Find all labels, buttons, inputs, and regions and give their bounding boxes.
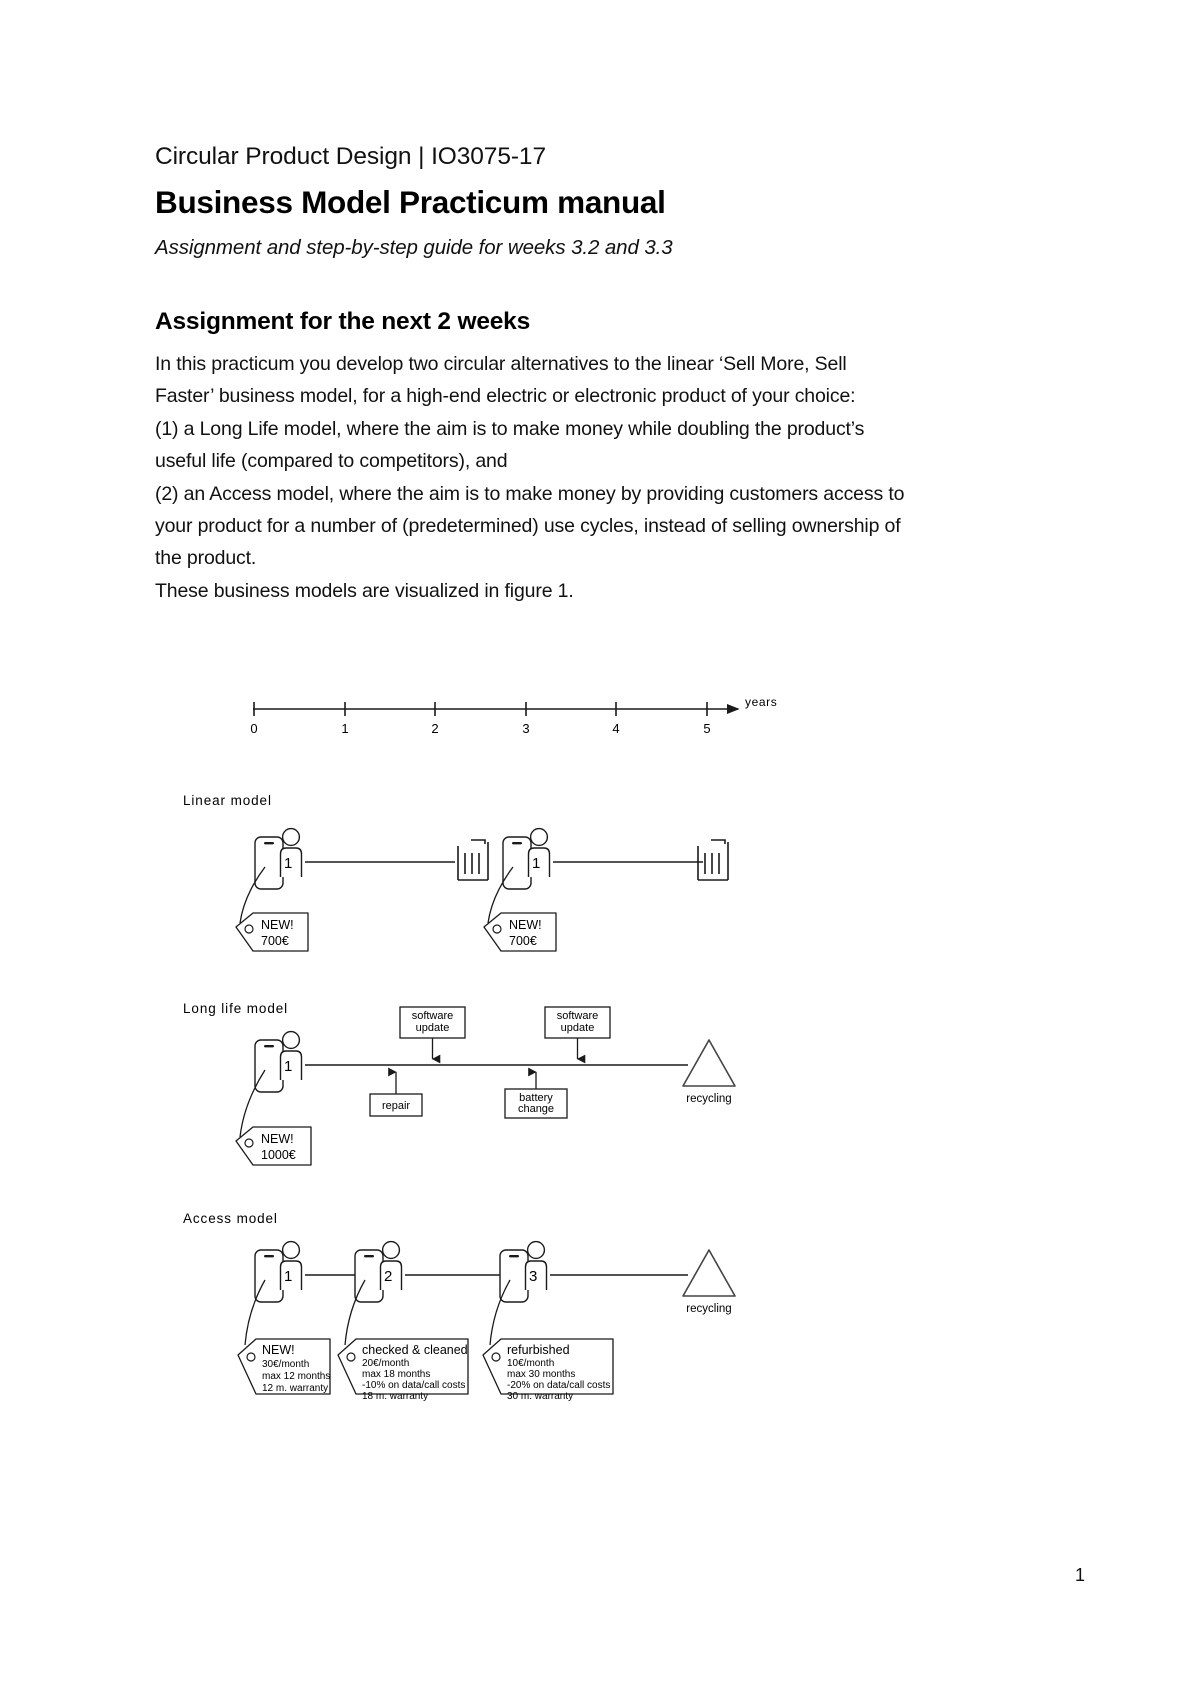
- text-column: [155, 140, 937, 607]
- event-box-software-update-1: [400, 1007, 465, 1059]
- tag-line: 1000€: [261, 1148, 296, 1162]
- section-heading: Assignment for the next 2 weeks: [155, 308, 531, 335]
- tag-line: -10% on data/call costs: [362, 1380, 466, 1391]
- product-icon-phone: [255, 1250, 283, 1302]
- axis-tick-label: 0: [250, 721, 258, 736]
- offer-tag-cycle-1: [238, 1280, 330, 1394]
- tag-title: NEW!: [262, 1343, 295, 1357]
- product-icon-phone: [355, 1250, 383, 1302]
- linear-model-group: [183, 793, 728, 951]
- tag-line: 30 m. warranty: [507, 1391, 574, 1402]
- tag-line: 20€/month: [362, 1358, 410, 1369]
- tag-line: max 30 months: [507, 1369, 576, 1380]
- paragraph-line: In this practicum you develop two circular alternatives to the linear ‘Sell More, Sell: [155, 353, 847, 375]
- business-models-figure: [0, 655, 1200, 1402]
- model-label-linear: Linear model: [183, 793, 272, 808]
- use-cycle-number: 1: [284, 1268, 293, 1285]
- paragraph-line: (2) an Access model, where the aim is to make money by providing customers access to: [155, 482, 905, 505]
- page-title: Business Model Practicum manual: [155, 184, 666, 220]
- event-box-battery-change: [505, 1072, 567, 1118]
- box-line: update: [560, 1022, 595, 1034]
- timeline-axis: [250, 695, 777, 736]
- recycling-label: recycling: [686, 1093, 732, 1105]
- tag-line: 10€/month: [507, 1358, 555, 1369]
- recycling-label: recycling: [686, 1303, 732, 1315]
- product-icon-phone: [500, 1250, 528, 1302]
- paragraph-line: useful life (compared to competitors), and: [155, 450, 508, 473]
- paragraph-line: (1) a Long Life model, where the aim is to make money while doubling the product’s: [155, 417, 865, 440]
- axis-tick-label: 1: [341, 721, 349, 736]
- recycling-triangle-icon: [683, 1040, 735, 1086]
- event-box-software-update-2: [545, 1007, 610, 1059]
- tag-line: 700€: [261, 934, 289, 948]
- use-cycle-number: 3: [529, 1268, 538, 1285]
- page-number: 1: [1074, 1565, 1085, 1585]
- tag-line: 12 m. warranty: [262, 1383, 329, 1394]
- tag-line: max 12 months: [262, 1371, 331, 1382]
- tag-line: 700€: [509, 934, 537, 948]
- tag-line: 30€/month: [262, 1359, 310, 1370]
- box-line: software: [411, 1010, 454, 1022]
- model-label-access: Access model: [183, 1211, 278, 1226]
- box-line: change: [517, 1103, 555, 1115]
- tag-title: refurbished: [507, 1343, 570, 1357]
- tag-line: 18 m. warranty: [362, 1391, 429, 1402]
- model-label-long-life: Long life model: [183, 1001, 289, 1016]
- recycling-triangle-icon: [683, 1250, 735, 1296]
- trash-bin-icon: [458, 840, 488, 880]
- product-icon-phone: [255, 837, 283, 889]
- use-cycle-number: 1: [284, 1058, 293, 1075]
- box-line: software: [556, 1010, 599, 1022]
- tag-line: NEW!: [261, 918, 294, 932]
- tag-line: NEW!: [261, 1132, 294, 1146]
- box-line: update: [415, 1022, 450, 1034]
- tag-line: -20% on data/call costs: [507, 1380, 611, 1391]
- axis-tick-label: 3: [522, 721, 530, 736]
- axis-tick-label: 2: [431, 721, 439, 736]
- axis-tick-label: 4: [612, 721, 620, 736]
- tag-line: NEW!: [509, 918, 542, 932]
- tag-line: max 18 months: [362, 1369, 431, 1380]
- axis-tick-label: 5: [703, 721, 711, 736]
- use-cycle-number: 1: [284, 855, 293, 872]
- paragraph-line: Faster’ business model, for a high-end electric or electronic product of your choice:: [155, 385, 856, 408]
- event-box-repair: [370, 1072, 422, 1116]
- product-icon-phone: [503, 837, 531, 889]
- paragraph-line: the product.: [155, 547, 257, 570]
- paragraph-line: These business models are visualized in figure 1.: [155, 579, 574, 602]
- trash-bin-icon: [698, 840, 728, 880]
- tag-title: checked & cleaned: [362, 1343, 468, 1357]
- use-cycle-number: 1: [532, 855, 541, 872]
- paragraph-line: your product for a number of (predetermined) use cycles, instead of selling ownership of: [155, 515, 901, 538]
- product-icon-phone: [255, 1040, 283, 1092]
- course-kicker: Circular Product Design | IO3075-17: [155, 143, 546, 170]
- box-line: repair: [381, 1100, 411, 1112]
- document-subtitle: Assignment and step-by-step guide for weeks 3.2 and 3.3: [155, 236, 673, 259]
- use-cycle-number: 2: [384, 1268, 393, 1285]
- access-model-group: [183, 1211, 735, 1402]
- axis-name-label: years: [745, 695, 778, 709]
- box-line: battery: [519, 1092, 553, 1104]
- long-life-model-group: [183, 1001, 735, 1165]
